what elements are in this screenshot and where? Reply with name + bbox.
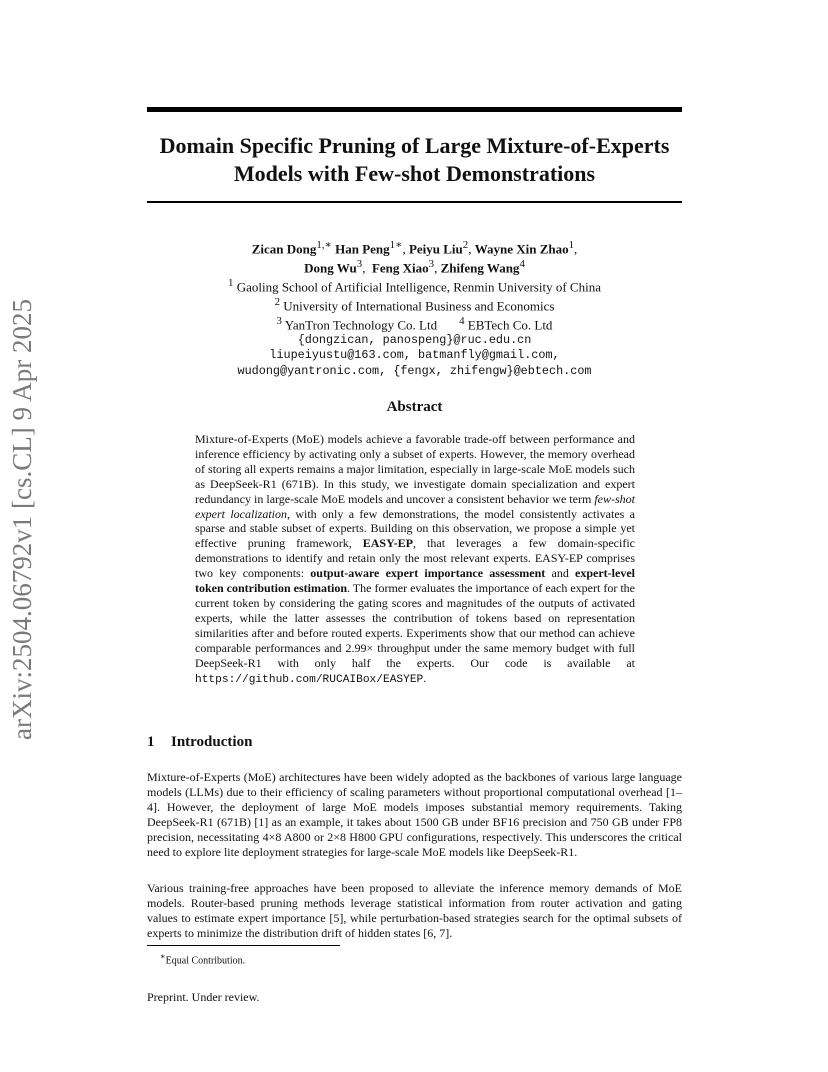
affiliation-mark: 2 (274, 295, 281, 308)
abstract-heading: Abstract (386, 399, 443, 415)
title-bottom-rule (147, 201, 682, 203)
abstract-text: . The former evaluates the importance of each expert for the current token by considering the gating scores and magnitudes of the outputs of activated experts, while the latter assesses the contribution of tokens based on representation similarities after and before routed experts. Experiments show that our method can achieve comparable performances and 2.99× throughput under the same memory budget with full DeepSeek-R1 with only half the experts. Our code is available at (195, 581, 635, 670)
affiliation-text: YanTron Technology Co. Ltd (284, 317, 438, 333)
affiliation-1 (147, 276, 682, 295)
author-affiliation-mark: 3 (428, 257, 435, 270)
author-name: Han Peng (335, 241, 390, 257)
author-name: Dong Wu (304, 260, 357, 276)
affiliation-text: Gaoling School of Artificial Intelligence, Renmin University of China (236, 279, 601, 295)
affiliation-3-4 (147, 314, 682, 333)
abstract-text: Mixture-of-Experts (MoE) models achieve a favorable trade-off between performance and inference efficiency by activating only a subset of experts. However, the memory overhead of storing all experts remains a major limitation, especially in large-scale MoE models such as DeepSeek-R1 (671B). In this study, we investigate domain specialization and expert redundancy in large-scale MoE models and uncover a consistent behavior we term (195, 432, 635, 506)
author-affiliation-mark: 2 (462, 239, 469, 251)
abstract-text: . (423, 670, 427, 685)
footnote (160, 951, 245, 966)
footnote-text: Equal Contribution. (165, 955, 246, 967)
author-line-2: Dong Wu$^3$, Feng Xiao$^3$, Zhifeng Wang$^4$ (304, 257, 525, 276)
section-number: 1 (147, 734, 155, 750)
author-line-1: Zican Dong$^{1,∗}$ Han Peng$^{1∗}$, Peiyu Liu$^2$, Wayne Xin Zhao$^1$, (251, 239, 578, 257)
email-line-1: {dongzican, panospeng}@ruc.edu.cn (297, 332, 532, 347)
author-affiliation-mark: 1∗ (389, 239, 403, 251)
arxiv-identifier-stamp: arXiv:2504.06792v1 [cs.CL] 9 Apr 2025 (7, 299, 37, 740)
method-name: EASY-EP (362, 536, 414, 551)
author-name: Wayne Xin Zhao (474, 241, 569, 257)
footnote-rule (147, 945, 340, 946)
affiliation-2 (147, 295, 682, 314)
title-line-2: Models with Few-shot Demonstrations (233, 161, 596, 186)
author-affiliation-mark: 4 (519, 257, 525, 270)
author-name: Peiyu Liu (408, 241, 463, 257)
footnote-mark: ∗ (160, 952, 166, 961)
abstract-text: and (545, 566, 576, 581)
code-url-link[interactable]: https://github.com/RUCAIBox/EASYEP (195, 673, 424, 686)
author-name: Zican Dong (251, 241, 317, 257)
author-affiliation-mark: 1,∗ (316, 239, 332, 251)
title-line-1: Domain Specific Pruning of Large Mixture-of-Experts (159, 133, 670, 158)
affiliation-mark: 4 (459, 314, 465, 327)
author-affiliation-mark: 1 (568, 239, 575, 251)
author-name: Zhifeng Wang (440, 260, 520, 276)
abstract-body (195, 432, 635, 687)
author-name: Feng Xiao (371, 260, 429, 276)
affiliation-text: University of International Business and Economics (283, 298, 555, 314)
affiliation-mark: 1 (228, 276, 234, 289)
abstract-text: , that leverages a few domain-specific demonstrations to identify and retain only the most relevant experts. EASY-EP comprises two key components: (195, 536, 635, 581)
email-line-2: liupeiyustu@163.com, batmanfly@gmail.com, (269, 348, 560, 363)
preprint-notice: Preprint. Under review. (147, 990, 260, 1004)
affiliation-mark: 3 (276, 314, 282, 327)
component-name: expert-level token contribution estimation (195, 566, 635, 596)
section-heading (147, 734, 682, 751)
abstract-text: , with only a few demonstrations, the model consistently activates a sparse and stable subset of experts. Building on this observation, we propose a simple yet effective pruning framework, (195, 506, 636, 551)
paper-title (147, 132, 682, 188)
affiliation-text: EBTech Co. Ltd (467, 317, 553, 333)
email-line-3: wudong@yantronic.com, {fengx, zhifengw}@ebtech.com (237, 363, 592, 378)
section-title: Introduction (171, 734, 253, 750)
title-top-rule (147, 107, 682, 112)
component-name: output-aware expert importance assessment (310, 566, 546, 581)
abstract-term: few-shot expert localization (195, 491, 635, 521)
author-block (147, 238, 682, 379)
intro-paragraph-1: Mixture-of-Experts (MoE) architectures have been widely adopted as the backbones of various large language models (LLMs) due to their efficiency of scaling parameters without proportional computational overhead [1–4]. However, the deployment of large MoE models imposes substantial memory requirements. Taking DeepSeek-R1 (671B) [1] as an example, it takes about 1500 GB under BF16 precision and 750 GB under FP8 precision, necessitating 4×8 A800 or 2×8 H800 GPU configurations, respectively. This underscores the critical need to explore lite deployment strategies for large-scale MoE models like DeepSeek-R1. (147, 770, 682, 859)
intro-paragraph-2: Various training-free approaches have been proposed to alleviate the inference memory demands of MoE models. Router-based pruning methods leverage statistical information from router activation and gating values to estimate expert importance [5], while perturbation-based strategies search for the optimal subsets of experts to minimize the distribution drift of hidden states [6, 7]. (147, 881, 682, 940)
author-affiliation-mark: 3 (356, 257, 363, 270)
